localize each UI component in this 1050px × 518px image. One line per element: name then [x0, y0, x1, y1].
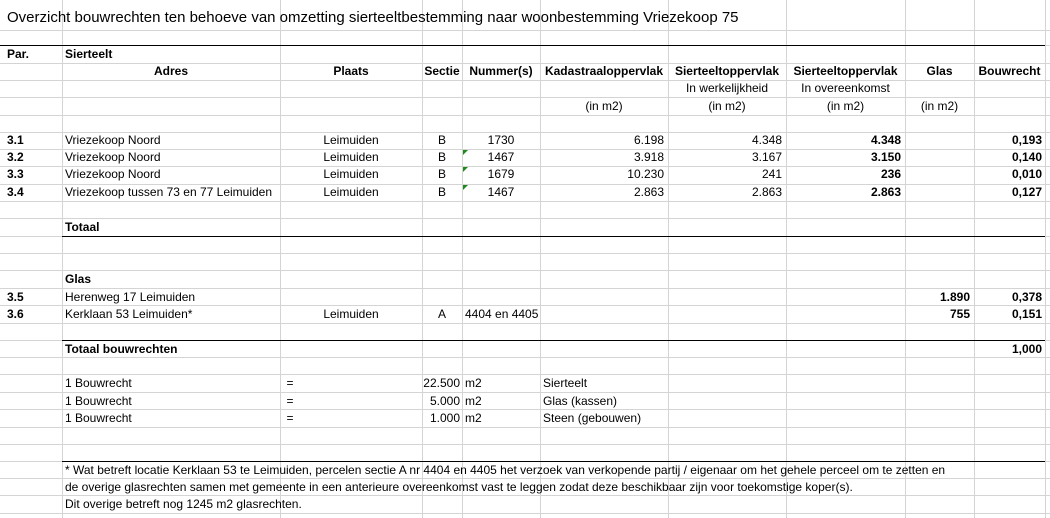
cell-adres: Vriezekoop Noord	[65, 133, 161, 147]
footnote-line-2: de overige glasrechten samen met gemeente in een anterieure overeenkomst vast te leggen zodat deze beschikbaar zijn voor toekomstige koper(s).	[65, 480, 853, 494]
cell-nummer: 1679	[487, 167, 515, 181]
cell-overeenkomst: 4.348	[870, 133, 901, 147]
conversion-type: Glas (kassen)	[543, 394, 618, 408]
cell-glas: 755	[949, 307, 970, 321]
cell-werkelijk: 4.348	[751, 133, 782, 147]
cell-kadastraal: 6.198	[633, 133, 664, 147]
unit-kadastraal: (in m2)	[585, 99, 623, 113]
conversion-unit: m2	[465, 376, 482, 390]
footnote-line-3: Dit overige betreft nog 1245 m2 glasrechten.	[65, 497, 302, 511]
totaal-bouwrechten-value: 1,000	[1011, 342, 1042, 356]
conversion-amount: 5.000	[429, 394, 460, 408]
glas-header: Glas	[65, 272, 92, 286]
unit-overeenkomst: (in m2)	[826, 99, 865, 113]
subheader-werkelijk: In werkelijkheid	[685, 81, 769, 95]
conversion-eq: =	[286, 376, 294, 390]
conversion-label: 1 Bouwrecht	[65, 376, 132, 390]
cell-adres: Herenweg 17 Leimuiden	[65, 290, 196, 304]
cell-nummer: 1730	[487, 133, 515, 147]
totaal-bouwrechten-label: Totaal bouwrechten	[65, 342, 178, 356]
cell-par: 3.3	[7, 167, 24, 181]
unit-glas: (in m2)	[920, 99, 959, 113]
cell-werkelijk: 2.863	[751, 185, 782, 199]
conversion-label: 1 Bouwrecht	[65, 411, 132, 425]
cell-werkelijk: 3.167	[751, 150, 782, 164]
cell-par: 3.2	[7, 150, 24, 164]
conversion-eq: =	[286, 411, 294, 425]
col-kadastraal: Kadastraaloppervlak	[544, 64, 664, 78]
conversion-unit: m2	[465, 411, 482, 425]
cell-werkelijk: 241	[761, 167, 782, 181]
cell-nummer: 4404 en 4405	[465, 307, 539, 321]
cell-kadastraal: 10.230	[627, 167, 664, 181]
cell-bouwrecht: 0,140	[1011, 150, 1042, 164]
cell-par: 3.4	[7, 185, 24, 199]
cell-adres: Vriezekoop Noord	[65, 167, 161, 181]
cell-adres: Kerklaan 53 Leimuiden*	[65, 307, 193, 321]
cell-adres: Vriezekoop Noord	[65, 150, 161, 164]
conversion-type: Steen (gebouwen)	[543, 411, 642, 425]
col-adres: Adres	[153, 64, 188, 78]
header-par: Par.	[7, 47, 30, 61]
cell-kadastraal: 2.863	[633, 185, 664, 199]
cell-plaats: Leimuiden	[323, 185, 379, 199]
cell-overeenkomst: 2.863	[870, 185, 901, 199]
cell-sectie: B	[437, 167, 446, 181]
cell-plaats: Leimuiden	[323, 133, 379, 147]
cell-sectie: B	[437, 150, 446, 164]
unit-werkelijk: (in m2)	[708, 99, 746, 113]
cell-adres: Vriezekoop tussen 73 en 77 Leimuiden	[65, 185, 273, 199]
col-nummers: Nummer(s)	[469, 64, 533, 78]
cell-plaats: Leimuiden	[323, 150, 379, 164]
cell-nummer: 1467	[487, 150, 515, 164]
col-sierteelt-overeenkomst: Sierteeltoppervlak	[793, 64, 898, 78]
cell-bouwrecht: 0,010	[1011, 167, 1042, 181]
cell-overeenkomst: 236	[880, 167, 901, 181]
col-glas: Glas	[926, 64, 953, 78]
totaal-label: Totaal	[65, 220, 100, 234]
page-title: Overzicht bouwrechten ten behoeve van omzetting sierteeltbestemming naar woonbestemming Vriezekoop 75	[7, 9, 739, 26]
col-sierteelt-werkelijk: Sierteeltoppervlak	[674, 64, 780, 78]
conversion-amount: 1.000	[429, 411, 460, 425]
cell-bouwrecht: 0,151	[1011, 307, 1042, 321]
conversion-unit: m2	[465, 394, 482, 408]
header-sierteelt: Sierteelt	[65, 47, 113, 61]
cell-par: 3.5	[7, 290, 24, 304]
subheader-overeenkomst: In overeenkomst	[801, 81, 890, 95]
conversion-amount: 22.500	[423, 376, 460, 390]
cell-plaats: Leimuiden	[323, 167, 379, 181]
cell-bouwrecht: 0,193	[1011, 133, 1042, 147]
cell-kadastraal: 3.918	[633, 150, 664, 164]
col-sectie: Sectie	[424, 64, 460, 78]
cell-glas: 1.890	[939, 290, 970, 304]
cell-sectie: B	[437, 185, 446, 199]
col-bouwrecht: Bouwrecht	[978, 64, 1041, 78]
cell-sectie: A	[437, 307, 446, 321]
conversion-eq: =	[286, 394, 294, 408]
cell-plaats: Leimuiden	[323, 307, 379, 321]
cell-bouwrecht: 0,378	[1011, 290, 1042, 304]
footnote-line-1: * Wat betreft locatie Kerklaan 53 te Leimuiden, percelen sectie A nr 4404 en 4405 het verzoek van verkopende partij / eigenaar om het gehele perceel om te zetten en	[65, 463, 946, 477]
cell-nummer: 1467	[487, 185, 515, 199]
cell-bouwrecht: 0,127	[1011, 185, 1042, 199]
cell-overeenkomst: 3.150	[870, 150, 901, 164]
cell-sectie: B	[437, 133, 446, 147]
cell-par: 3.6	[7, 307, 24, 321]
col-plaats: Plaats	[333, 64, 369, 78]
conversion-label: 1 Bouwrecht	[65, 394, 132, 408]
conversion-type: Sierteelt	[543, 376, 588, 390]
cell-par: 3.1	[7, 133, 24, 147]
